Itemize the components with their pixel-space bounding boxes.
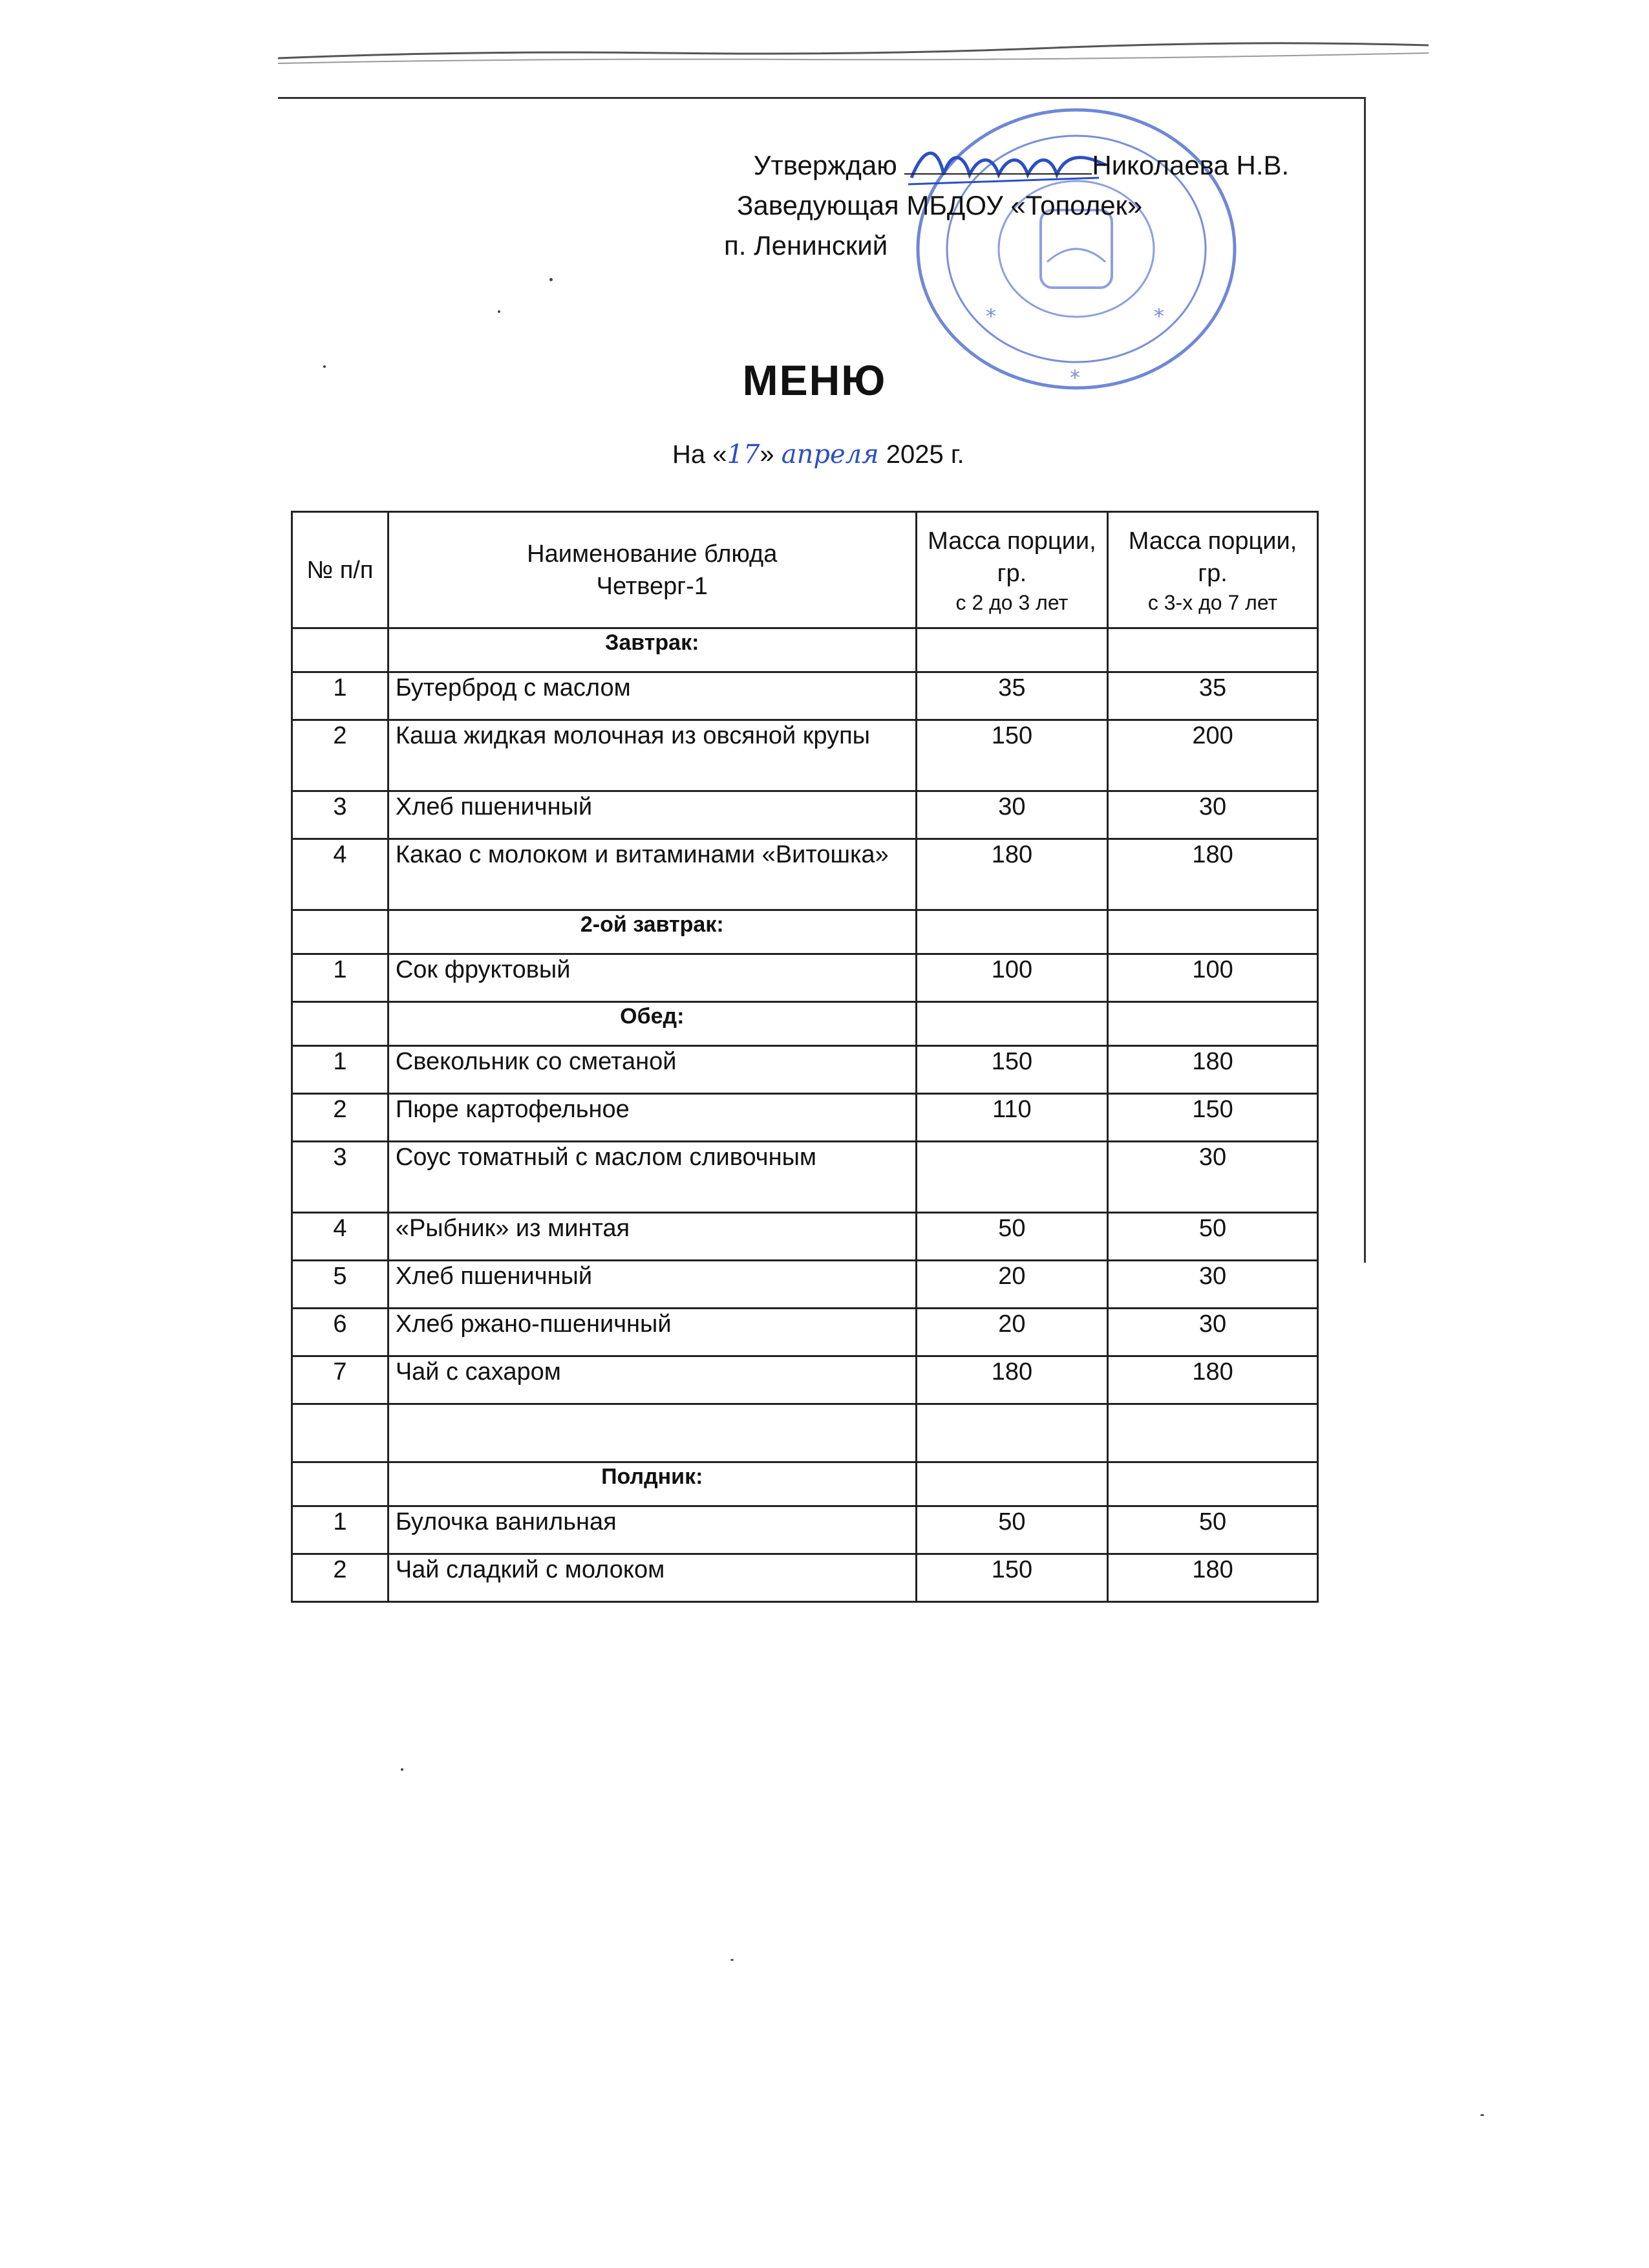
approve-word: Утверждаю bbox=[753, 150, 897, 180]
header-mass-young bbox=[916, 512, 1107, 628]
approver-location: п. Ленинский bbox=[724, 230, 888, 261]
table-row bbox=[292, 1046, 1318, 1094]
header-day-label: Четверг-1 bbox=[596, 572, 708, 600]
dish-name: Хлеб ржано-пшеничный bbox=[388, 1309, 916, 1356]
dish-name: Каша жидкая молочная из овсяной крупы bbox=[388, 720, 916, 791]
dish-name: Бутерброд с маслом bbox=[388, 672, 916, 720]
dish-name: Чай с сахаром bbox=[388, 1356, 916, 1404]
date-middle: » bbox=[760, 440, 774, 469]
row-number: 5 bbox=[292, 1261, 388, 1309]
mass-older: 180 bbox=[1108, 839, 1318, 910]
section-empty-cell bbox=[916, 910, 1107, 954]
table-row bbox=[292, 1142, 1318, 1213]
table-row bbox=[292, 1261, 1318, 1309]
table-header-row bbox=[292, 512, 1318, 628]
dish-name: Свекольник со сметаной bbox=[388, 1046, 916, 1094]
header-mass-young-label: Масса порции, гр. bbox=[928, 527, 1096, 587]
mass-young: 20 bbox=[916, 1261, 1107, 1309]
empty-cell bbox=[388, 1404, 916, 1462]
mass-young: 150 bbox=[916, 1554, 1107, 1602]
dish-name: Какао с молоком и витаминами «Витошка» bbox=[388, 839, 916, 910]
empty-cell bbox=[1108, 1404, 1318, 1462]
row-number: 6 bbox=[292, 1309, 388, 1356]
row-number: 3 bbox=[292, 1142, 388, 1213]
header-mass-older bbox=[1108, 512, 1318, 628]
table-row bbox=[292, 791, 1318, 839]
table-row bbox=[292, 1309, 1318, 1356]
header-number: № п/п bbox=[292, 512, 388, 628]
row-number: 2 bbox=[292, 1094, 388, 1142]
svg-text:*: * bbox=[1070, 365, 1080, 390]
row-number: 1 bbox=[292, 1046, 388, 1094]
mass-older: 180 bbox=[1108, 1046, 1318, 1094]
header-dish-label: Наименование блюда bbox=[527, 540, 778, 568]
mass-young: 180 bbox=[916, 1356, 1107, 1404]
section-empty-cell bbox=[292, 1462, 388, 1506]
empty-cell bbox=[292, 1404, 388, 1462]
table-row bbox=[292, 1213, 1318, 1261]
menu-date bbox=[672, 440, 1008, 469]
dish-name: Пюре картофельное bbox=[388, 1094, 916, 1142]
signature-line bbox=[904, 147, 1092, 175]
section-empty-cell bbox=[292, 1002, 388, 1046]
mass-older: 35 bbox=[1108, 672, 1318, 720]
date-prefix: На « bbox=[672, 440, 727, 469]
row-number: 1 bbox=[292, 1506, 388, 1554]
dish-name: Хлеб пшеничный bbox=[388, 1261, 916, 1309]
table-row bbox=[292, 839, 1318, 910]
mass-older: 30 bbox=[1108, 1142, 1318, 1213]
mass-young: 110 bbox=[916, 1094, 1107, 1142]
mass-young bbox=[916, 1142, 1107, 1213]
section-title: Завтрак: bbox=[388, 628, 916, 672]
empty-cell bbox=[916, 1404, 1107, 1462]
section-empty-cell bbox=[1108, 1002, 1318, 1046]
dish-name: Соус томатный с маслом сливочным bbox=[388, 1142, 916, 1213]
mass-older: 30 bbox=[1108, 1309, 1318, 1356]
header-mass-older-age: с 3-х до 7 лет bbox=[1147, 590, 1278, 614]
date-year: 2025 г. bbox=[886, 440, 964, 469]
mass-older: 30 bbox=[1108, 791, 1318, 839]
dish-name: Чай сладкий с молоком bbox=[388, 1554, 916, 1602]
section-breakfast bbox=[292, 628, 1318, 672]
scan-speck bbox=[498, 310, 500, 313]
menu-table-body bbox=[292, 628, 1318, 1602]
date-month: апреля bbox=[781, 440, 879, 469]
table-row bbox=[292, 1094, 1318, 1142]
section-empty-cell bbox=[1108, 1462, 1318, 1506]
scan-speck bbox=[730, 1959, 734, 1961]
table-row bbox=[292, 720, 1318, 791]
section-empty-cell bbox=[292, 910, 388, 954]
mass-older: 180 bbox=[1108, 1356, 1318, 1404]
row-number: 1 bbox=[292, 954, 388, 1002]
svg-text:*: * bbox=[1154, 304, 1164, 328]
row-number: 7 bbox=[292, 1356, 388, 1404]
page-title: МЕНЮ bbox=[742, 356, 887, 404]
mass-older: 180 bbox=[1108, 1554, 1318, 1602]
section-empty-cell bbox=[292, 628, 388, 672]
row-number: 2 bbox=[292, 720, 388, 791]
header-mass-young-age: с 2 до 3 лет bbox=[955, 590, 1069, 614]
table-row bbox=[292, 1554, 1318, 1602]
table-row bbox=[292, 1506, 1318, 1554]
section-title: Полдник: bbox=[388, 1462, 916, 1506]
row-number: 4 bbox=[292, 1213, 388, 1261]
approval-line-1 bbox=[698, 145, 1345, 186]
mass-young: 20 bbox=[916, 1309, 1107, 1356]
section-lunch bbox=[292, 1002, 1318, 1046]
approval-block bbox=[698, 145, 1345, 266]
section-title: Обед: bbox=[388, 1002, 916, 1046]
mass-older: 150 bbox=[1108, 1094, 1318, 1142]
mass-young: 50 bbox=[916, 1213, 1107, 1261]
mass-older: 200 bbox=[1108, 720, 1318, 791]
mass-older: 100 bbox=[1108, 954, 1318, 1002]
svg-text:*: * bbox=[986, 304, 996, 328]
mass-young: 150 bbox=[916, 720, 1107, 791]
table-row bbox=[292, 1356, 1318, 1404]
scan-speck bbox=[401, 1768, 403, 1771]
scan-edge-line bbox=[278, 39, 1429, 78]
section-empty-cell bbox=[1108, 910, 1318, 954]
row-number: 2 bbox=[292, 1554, 388, 1602]
mass-older: 50 bbox=[1108, 1506, 1318, 1554]
empty-row bbox=[292, 1404, 1318, 1462]
dish-name: Булочка ванильная bbox=[388, 1506, 916, 1554]
mass-older: 30 bbox=[1108, 1261, 1318, 1309]
scan-speck bbox=[1480, 2114, 1484, 2116]
approver-name: Николаева Н.В. bbox=[1092, 150, 1290, 180]
dish-name: Сок фруктовый bbox=[388, 954, 916, 1002]
mass-young: 150 bbox=[916, 1046, 1107, 1094]
mass-young: 30 bbox=[916, 791, 1107, 839]
approver-position: Заведующая МБДОУ «Тополек» bbox=[737, 190, 1143, 220]
row-number: 1 bbox=[292, 672, 388, 720]
row-number: 3 bbox=[292, 791, 388, 839]
dish-name: Хлеб пшеничный bbox=[388, 791, 916, 839]
section-empty-cell bbox=[916, 1002, 1107, 1046]
scan-speck bbox=[323, 365, 326, 368]
mass-young: 35 bbox=[916, 672, 1107, 720]
mass-young: 180 bbox=[916, 839, 1107, 910]
section-empty-cell bbox=[916, 1462, 1107, 1506]
header-mass-older-label: Масса порции, гр. bbox=[1128, 527, 1297, 587]
section-empty-cell bbox=[1108, 628, 1318, 672]
section-second-breakfast bbox=[292, 910, 1318, 954]
section-snack bbox=[292, 1462, 1318, 1506]
menu-table bbox=[291, 511, 1319, 1603]
dish-name: «Рыбник» из минтая bbox=[388, 1213, 916, 1261]
scan-speck bbox=[549, 278, 553, 281]
table-row bbox=[292, 954, 1318, 1002]
row-number: 4 bbox=[292, 839, 388, 910]
section-title: 2-ой завтрак: bbox=[388, 910, 916, 954]
mass-young: 100 bbox=[916, 954, 1107, 1002]
mass-young: 50 bbox=[916, 1506, 1107, 1554]
header-dish-name bbox=[388, 512, 916, 628]
section-empty-cell bbox=[916, 628, 1107, 672]
date-day: 17 bbox=[727, 440, 760, 469]
mass-older: 50 bbox=[1108, 1213, 1318, 1261]
table-row bbox=[292, 672, 1318, 720]
